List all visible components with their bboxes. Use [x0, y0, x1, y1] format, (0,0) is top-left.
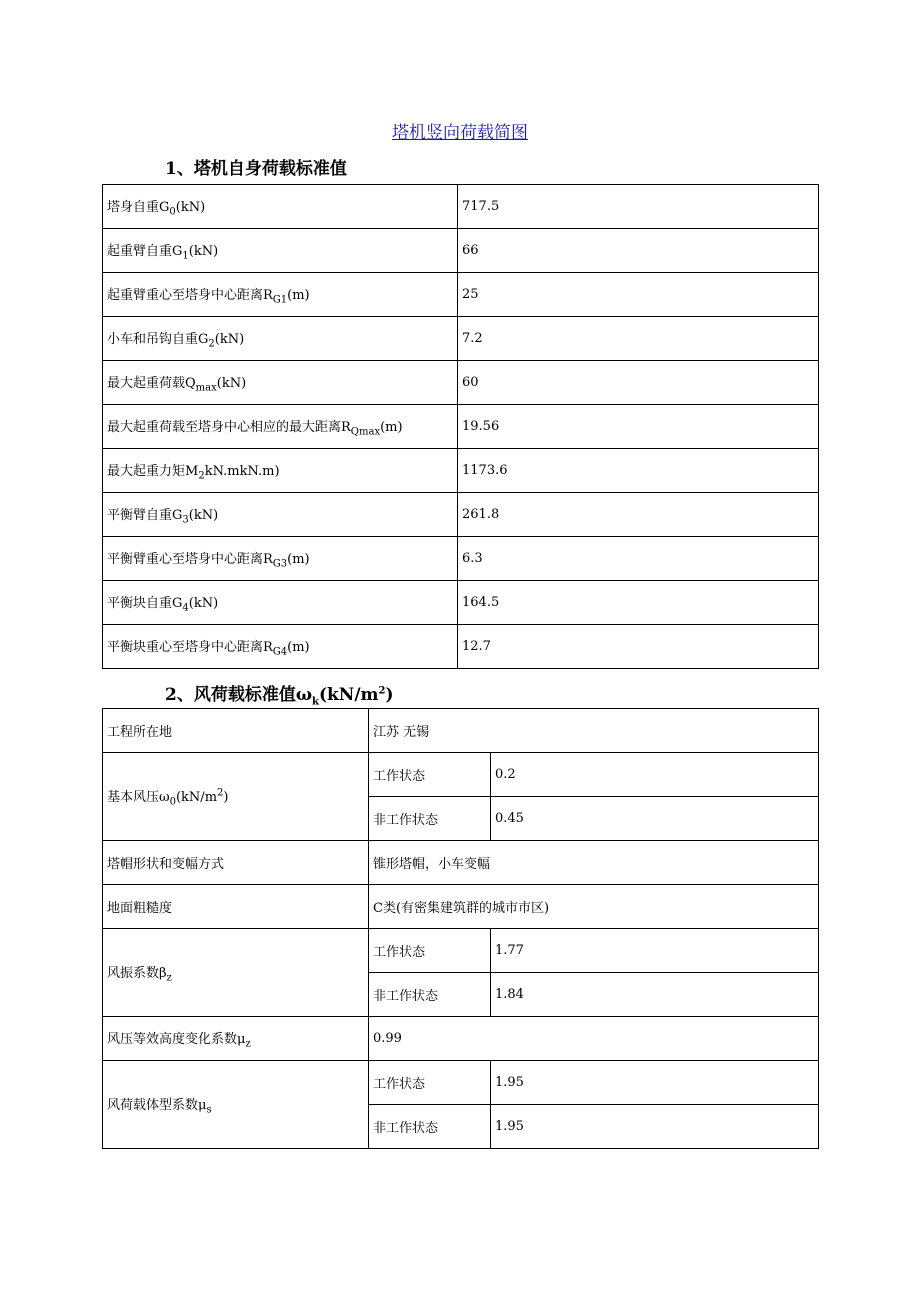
load-item-value: 1173.6	[458, 449, 819, 493]
location-label: 工程所在地	[103, 709, 369, 753]
cap-shape-label: 塔帽形状和变幅方式	[103, 841, 369, 885]
load-item-label: 小车和吊钩自重$G_2(kN)$	[103, 317, 458, 361]
section-1-heading: 1、塔机自身荷载标准值	[165, 159, 347, 179]
load-item-label: 最大起重力矩$M_2kN.mkN.m$)	[103, 449, 458, 493]
state-value: 1.95	[491, 1061, 819, 1105]
state-value: 1.84	[491, 973, 819, 1017]
state-label: 工作状态	[369, 1061, 491, 1105]
table-row	[103, 273, 819, 317]
state-label: 工作状态	[369, 929, 491, 973]
table-row	[103, 753, 819, 797]
wind-load-table	[102, 708, 819, 1149]
state-label: 工作状态	[369, 753, 491, 797]
load-item-value: 164.5	[458, 581, 819, 625]
table-row	[103, 229, 819, 273]
state-label: 非工作状态	[369, 797, 491, 841]
table-row	[103, 317, 819, 361]
section-2-heading: 2、风荷载标准值$\omega_k(kN/m^2)$	[165, 685, 394, 708]
state-value: 0.45	[491, 797, 819, 841]
height-coef-label: 风压等效高度变化系数$\mu_z$	[103, 1017, 369, 1061]
table-row	[103, 841, 819, 885]
load-item-value: 12.7	[458, 625, 819, 669]
basic-wind-label: 基本风压$\omega_0(kN/m^2)$	[103, 753, 369, 841]
table-row	[103, 405, 819, 449]
load-item-value: 261.8	[458, 493, 819, 537]
table-row	[103, 185, 819, 229]
load-item-value: 66	[458, 229, 819, 273]
table-row	[103, 625, 819, 669]
state-label: 非工作状态	[369, 973, 491, 1017]
table-row	[103, 493, 819, 537]
load-item-label: 起重臂重心至塔身中心距离$R_{G1}(m)$	[103, 273, 458, 317]
state-label: 非工作状态	[369, 1105, 491, 1149]
table-row	[103, 361, 819, 405]
state-value: 1.95	[491, 1105, 819, 1149]
table-row	[103, 581, 819, 625]
state-value: 0.2	[491, 753, 819, 797]
location-value: 江苏 无锡	[369, 709, 819, 753]
roughness-value: C类(有密集建筑群的城市市区)	[369, 885, 819, 929]
load-item-value: 60	[458, 361, 819, 405]
state-value: 1.77	[491, 929, 819, 973]
load-item-value: 6.3	[458, 537, 819, 581]
load-item-label: 平衡块自重$G_4(kN)$	[103, 581, 458, 625]
table-row	[103, 885, 819, 929]
table-row	[103, 449, 819, 493]
load-item-value: 7.2	[458, 317, 819, 361]
shape-coef-label: 风荷载体型系数$\mu_s$	[103, 1061, 369, 1149]
load-item-value: 19.56	[458, 405, 819, 449]
load-item-label: 塔身自重$G_0(kN)$	[103, 185, 458, 229]
table-row	[103, 929, 819, 973]
page-title-link[interactable]: 塔机竖向荷载简图	[392, 123, 528, 143]
load-item-label: 最大起重荷载至塔身中心相应的最大距离$R_{Qmax}(m)$	[103, 405, 458, 449]
roughness-label: 地面粗糙度	[103, 885, 369, 929]
vibration-label: 风振系数$\beta_z$	[103, 929, 369, 1017]
load-item-value: 717.5	[458, 185, 819, 229]
table-row	[103, 1061, 819, 1105]
load-item-label: 平衡块重心至塔身中心距离$R_{G4}(m)$	[103, 625, 458, 669]
load-item-label: 起重臂自重$G_1(kN)$	[103, 229, 458, 273]
load-item-label: 平衡臂重心至塔身中心距离$R_{G3}(m)$	[103, 537, 458, 581]
cap-shape-value: 锥形塔帽，小车变幅	[369, 841, 819, 885]
table-row	[103, 709, 819, 753]
load-item-label: 最大起重荷载$Q_{max}(kN)$	[103, 361, 458, 405]
height-coef-value: 0.99	[369, 1017, 819, 1061]
load-item-label: 平衡臂自重$G_3(kN)$	[103, 493, 458, 537]
tower-self-load-table	[102, 184, 819, 669]
table-row	[103, 1017, 819, 1061]
load-item-value: 25	[458, 273, 819, 317]
table-row	[103, 537, 819, 581]
